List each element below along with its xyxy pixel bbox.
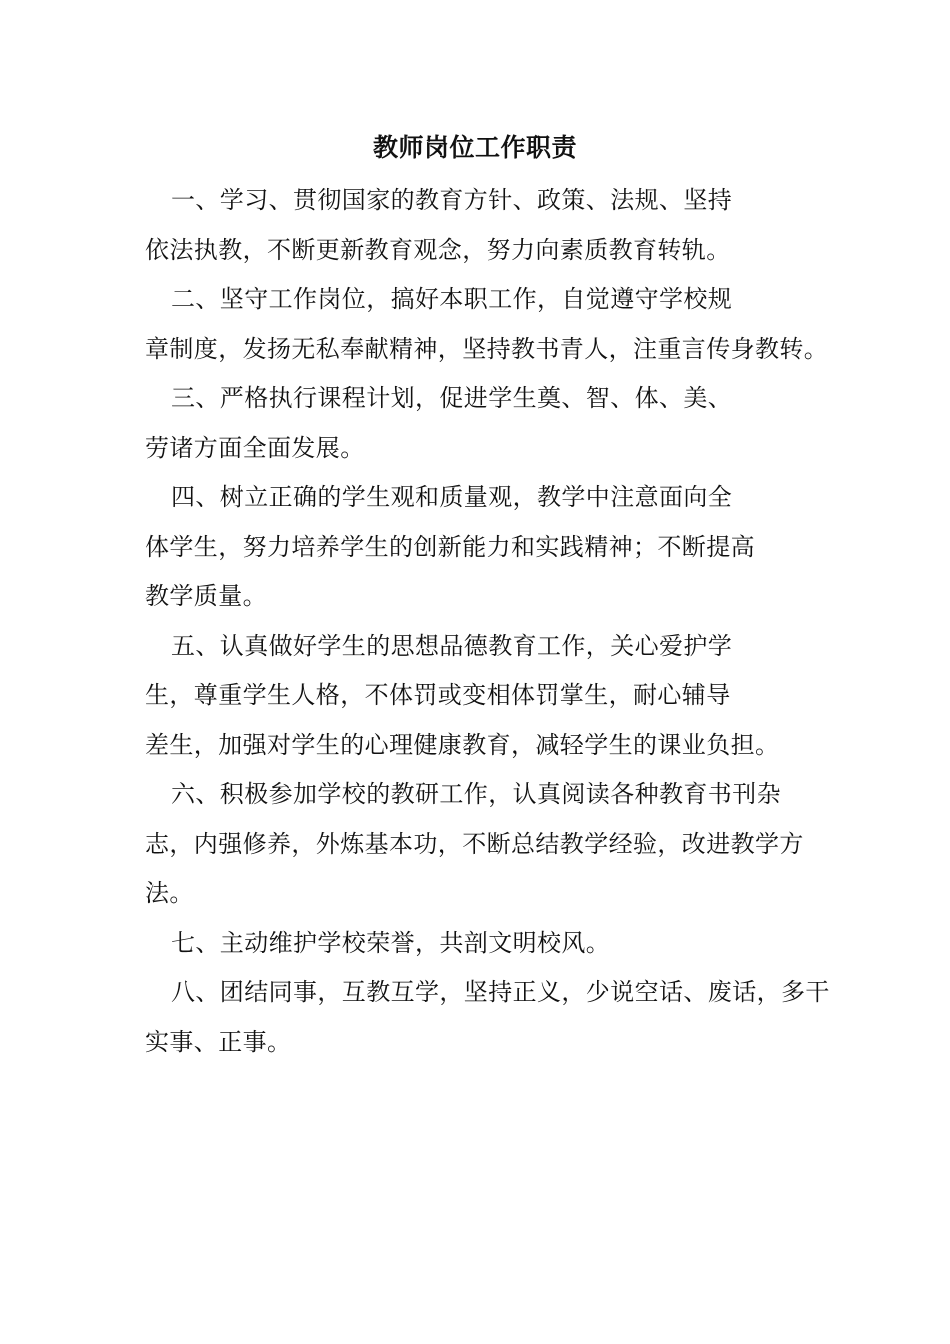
text-line-17: 八、团结同事，互教互学，坚持正义，少说空话、废话，多干 — [171, 978, 830, 1006]
text-line-12: 差生，加强对学生的心理健康教育，减轻学生的课业负担。 — [145, 730, 780, 759]
text-line-18: 实事、正事。 — [145, 1027, 292, 1056]
text-line-15: 法。 — [145, 879, 194, 907]
text-line-2: 依法执教，不断更新教育观念，努力向素质教育转轨。 — [145, 235, 731, 264]
text-line-11: 生，尊重学生人格，不体罚或变相体罚掌生，耐心辅导 — [145, 681, 731, 709]
text-line-4: 章制度，发扬无私奉献精神，坚持教书青人，注重言传身教转。 — [145, 334, 829, 363]
text-line-14: 志，内强修养，外炼基本功，不断总结教学经验，改进教学方 — [145, 829, 804, 858]
document-title: 教师岗位工作职责 — [372, 133, 577, 162]
text-line-6: 劳诸方面全面发展。 — [145, 433, 365, 462]
document-body — [145, 176, 845, 1067]
text-line-10: 五、认真做好学生的思想品德教育工作，关心爱护学 — [171, 631, 733, 660]
text-line-5: 三、严格执行课程计划，促进学生奠、智、体、美、 — [171, 384, 733, 412]
text-line-13: 六、积极参加学校的教研工作，认真阅读各种教育书刊杂 — [171, 780, 781, 808]
text-line-9: 教学质量。 — [145, 582, 267, 610]
text-line-3: 二、坚守工作岗位，搞好本职工作，自觉遵守学校规 — [171, 285, 733, 313]
text-line-8: 体学生，努力培养学生的创新能力和实践精神；不断提高 — [145, 532, 755, 561]
text-line-7: 四、树立正确的学生观和质量观，教学中注意面向全 — [171, 483, 733, 511]
text-line-1: 一、学习、贯彻国家的教育方针、政策、法规、坚持 — [171, 186, 733, 214]
text-line-16: 七、主动维护学校荣誉，共剖文明校风。 — [171, 928, 611, 957]
